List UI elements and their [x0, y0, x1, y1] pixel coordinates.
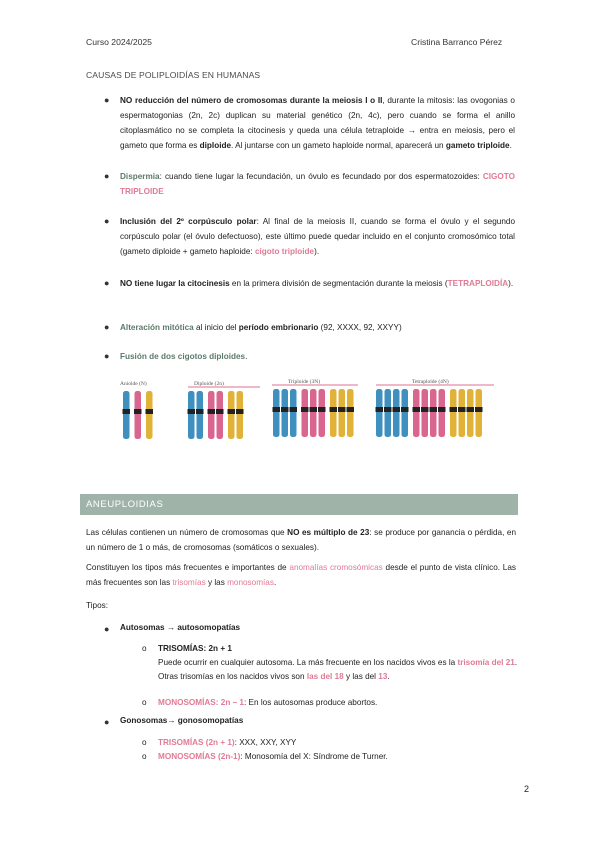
centromere: [216, 409, 224, 414]
monosomias-gonosomas: [158, 750, 518, 764]
item-lead: NO tiene lugar la citocinesis: [120, 279, 230, 288]
para-text: Constituyen los tipos más frecuentes e importantes de: [86, 563, 290, 572]
centromere: [347, 407, 355, 412]
item-lead: NO reducción del número de cromosomas durante la meiosis I o II: [120, 96, 383, 105]
centromere: [413, 407, 421, 412]
chromosome-blue: [393, 389, 400, 437]
section-title-polyploidy: CAUSAS DE POLIPLOIDÍAS EN HUMANAS: [86, 70, 261, 80]
para-text: desde el punto de vista clínico. Las más frecuentes son las: [86, 563, 516, 587]
centromere: [290, 407, 298, 412]
chromosome-blue: [376, 389, 383, 437]
item-text: .: [245, 352, 248, 361]
centromere: [208, 409, 216, 414]
para-text: Las células contienen un número de cromosomas que: [86, 528, 288, 537]
chromosome-yellow: [450, 389, 457, 437]
centromere: [273, 407, 281, 412]
chromosome-pink: [208, 391, 215, 439]
chromosome-blue: [290, 389, 297, 437]
item-bold: diploide: [199, 141, 232, 150]
item-lead: Inclusión del 2º corpúsculo polar: [120, 217, 257, 226]
chromosome-blue: [282, 389, 289, 437]
item-bold: gameto triploide: [445, 141, 510, 150]
centromere: [196, 409, 204, 414]
para-text: : Monosomía del X: Síndrome de Turner.: [240, 752, 388, 761]
centromere: [146, 409, 154, 414]
item-highlight: cigoto triploide: [254, 247, 315, 256]
paragraph-frequency: [86, 561, 516, 590]
centromere: [228, 409, 236, 414]
item-text: ).: [314, 247, 320, 256]
centromere: [401, 407, 409, 412]
trisomias-autosomas-text: [158, 656, 518, 684]
chromosomes: [123, 389, 483, 439]
item-text: en la primera división de segmentación durante la meiosis (: [229, 279, 448, 288]
item-lead: Dispermia: [120, 172, 160, 181]
item-text: : Al final de la meiosis II, cuando se forma el óvulo y el segundo corpúsculo polar (el óvulo defectuoso), este último puede quedar incluido en el conjunto cromosómico total (gameto diploide + gameto haploide:: [120, 217, 515, 256]
para-highlight: las del 18: [306, 672, 344, 681]
item-text: . Al juntarse con un gameto haploide normal, aparecerá un: [231, 141, 446, 150]
para-text: . Otras trisomías en los nacidos vivos son: [158, 658, 518, 681]
centromere: [384, 407, 392, 412]
para-text: Puede ocurrir en cualquier autosoma. La más frecuente en los nacidos vivos es la: [158, 658, 458, 667]
list-item: [120, 349, 515, 364]
item-lead: Fusión de dos cigotos diploides: [120, 352, 246, 361]
chromosome-blue: [385, 389, 392, 437]
trisomias-gonosomas: [158, 736, 518, 750]
centromere: [123, 409, 131, 414]
centromere: [376, 407, 384, 412]
chromosome-pink: [302, 389, 309, 437]
chromosome-blue: [123, 391, 130, 439]
chromosome-yellow: [237, 391, 244, 439]
para-text: : XXX, XXY, XYY: [234, 738, 297, 747]
para-text: y las del: [343, 672, 379, 681]
centromere: [236, 409, 244, 414]
centromere: [310, 407, 318, 412]
item-text: ).: [508, 279, 514, 288]
para-highlight: trisomías: [172, 577, 206, 587]
item-text: al inicio del: [193, 323, 239, 332]
para-highlight: trisomía del 21: [457, 658, 515, 667]
chromosome-yellow: [146, 391, 153, 439]
header-course: Curso 2024/2025: [86, 37, 152, 47]
chromosome-pink: [439, 389, 446, 437]
para-highlight: anomalías cromosómicas: [289, 563, 383, 572]
list-item: [120, 169, 515, 199]
centromere: [330, 407, 338, 412]
item-lead: Alteración mitótica: [120, 323, 194, 332]
centromere: [467, 407, 475, 412]
header-author: Cristina Barranco Pérez: [411, 37, 503, 47]
chromosome-pink: [430, 389, 437, 437]
trisomias-autosomas-label: TRISOMÍAS: 2n + 1: [158, 644, 232, 653]
bullet-circle: o: [142, 644, 147, 653]
centromere: [318, 407, 326, 412]
bullet-dot: ●: [104, 717, 110, 727]
chromosome-yellow: [339, 389, 346, 437]
chromosome-pink: [422, 389, 429, 437]
bullet-dot: ●: [104, 171, 110, 181]
item-highlight: CIGOTO TRIPLOIDE: [120, 172, 515, 196]
centromere: [421, 407, 429, 412]
bullet-circle: o: [142, 738, 147, 747]
para-text: .: [273, 577, 277, 587]
chromosome-blue: [273, 389, 280, 437]
gonosomas-heading: Gonosomas→ gonosomopatías: [120, 716, 244, 725]
chromosome-blue: [188, 391, 195, 439]
item-bold: período embrionario: [238, 323, 319, 332]
chromosome-pink: [319, 389, 326, 437]
centromere: [134, 409, 142, 414]
label-triploid: Triploide (3N): [288, 379, 321, 385]
item-text: (92, XXXX, 92, XXYY): [318, 323, 402, 332]
centromere: [458, 407, 466, 412]
page-number: 2: [524, 784, 530, 794]
para-text: .: [387, 672, 390, 681]
list-item: [120, 276, 515, 291]
para-bold: NO es múltiplo de 23: [287, 528, 370, 537]
item-text: .: [509, 141, 512, 150]
centromere: [438, 407, 446, 412]
chromosome-blue: [402, 389, 409, 437]
list-item: [120, 93, 515, 153]
section-title-aneuploidias: ANEUPLOIDIAS: [86, 499, 164, 510]
para-highlight: TRISOMÍAS (2n + 1): [158, 738, 235, 747]
chromosome-yellow: [347, 389, 354, 437]
chromosome-yellow: [476, 389, 483, 437]
section-band-aneuploidias: [80, 494, 518, 515]
bullet-circle: o: [142, 752, 147, 761]
para-highlight: MONOSOMÍAS (2n-1): [158, 752, 241, 761]
item-highlight: TETRAPLOIDÍA: [447, 279, 509, 288]
chromosome-yellow: [459, 389, 466, 437]
label-tetraploid: Tetraplolde (4N): [412, 379, 449, 385]
centromere: [301, 407, 309, 412]
para-highlight: 13: [378, 672, 388, 681]
item-text: , durante la mitosis: las ovogonias o espermatogonias (2n, 2c) duplican su material genético (2n, 4c), pero cuando se forma el anillo citoplasmático no se completa la citocinesis y queda una célula tetraploide → entra en meiosis, pero el gameto que forma es: [120, 96, 515, 150]
centromere: [475, 407, 483, 412]
bullet-dot: ●: [104, 322, 110, 332]
bullet-dot: ●: [104, 216, 110, 226]
centromere: [450, 407, 458, 412]
ploidy-chromosome-figure: [118, 377, 494, 449]
chromosome-yellow: [330, 389, 337, 437]
centromere: [393, 407, 401, 412]
list-item: [120, 214, 515, 259]
list-item: [120, 320, 515, 335]
centromere: [281, 407, 289, 412]
para-highlight: monosomías: [227, 577, 274, 587]
chromosome-yellow: [228, 391, 235, 439]
bullet-dot: ●: [104, 278, 110, 288]
centromere: [430, 407, 438, 412]
chromosome-pink: [217, 391, 224, 439]
tipos-label: Tipos:: [86, 601, 108, 610]
chromosome-yellow: [467, 389, 474, 437]
centromere: [338, 407, 346, 412]
autosomas-heading: Autosomas → autosomopatías: [120, 623, 241, 632]
para-text: : En los autosomas produce abortos.: [243, 698, 378, 707]
chromosome-pink: [135, 391, 142, 439]
para-text: y las: [205, 577, 228, 587]
paragraph-definition: [86, 526, 516, 555]
para-highlight: MONOSOMÍAS: 2n – 1: [158, 698, 244, 707]
bullet-circle: o: [142, 698, 147, 707]
bullet-dot: ●: [104, 351, 110, 361]
chromosome-pink: [413, 389, 420, 437]
label-diploid: Diploide (2n): [194, 381, 224, 387]
bullet-dot: ●: [104, 95, 110, 105]
centromere: [188, 409, 196, 414]
chromosome-pink: [310, 389, 317, 437]
monosomias-autosomas: [158, 696, 518, 710]
bullet-dot: ●: [104, 624, 110, 634]
label-aneuploid: Aniolde (N): [120, 381, 147, 387]
chromosome-blue: [197, 391, 204, 439]
para-text: : se produce por ganancia o pérdida, en un número de 1 o más, de cromosomas (somáticos o sexuales).: [86, 528, 517, 552]
item-text: : cuando tiene lugar la fecundación, un óvulo es fecundado por dos espermatozoides:: [159, 172, 483, 181]
